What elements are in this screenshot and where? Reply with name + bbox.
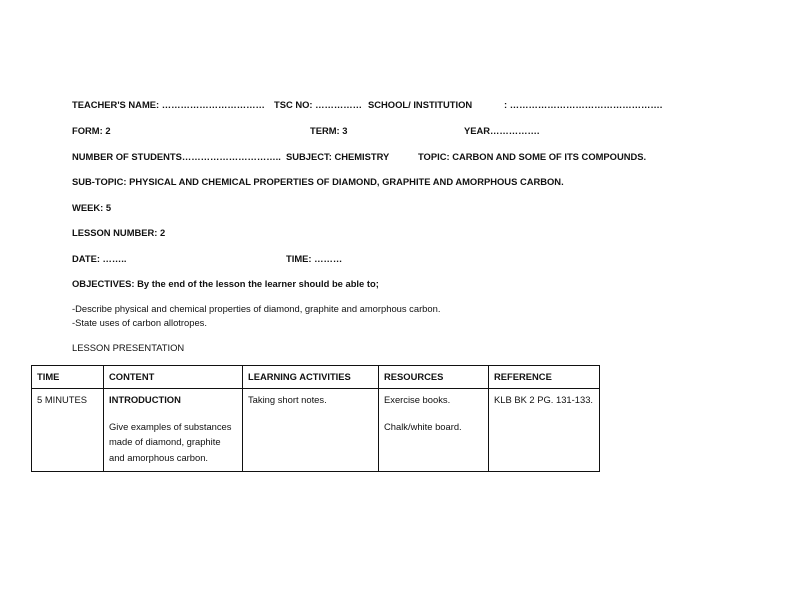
column-header-time: TIME <box>32 366 104 389</box>
table-header-row <box>32 366 600 389</box>
lesson-presentation-table <box>31 365 600 472</box>
objective-item: -State uses of carbon allotropes. <box>72 317 207 328</box>
tsc-no-field: TSC NO: …………… <box>274 99 363 110</box>
year-field: YEAR……………. <box>464 125 540 136</box>
topic-field: TOPIC: CARBON AND SOME OF ITS COMPOUNDS. <box>418 151 647 162</box>
objective-item: -Describe physical and chemical properties of diamond, graphite and amorphous carbon. <box>72 303 441 314</box>
column-header-resources: RESOURCES <box>379 366 489 389</box>
cell-content <box>104 389 243 472</box>
number-of-students-field: NUMBER OF STUDENTS………………………….. <box>72 151 281 162</box>
cell-reference: KLB BK 2 PG. 131-133. <box>489 389 600 472</box>
content-text: Give examples of substances made of diamond, graphite and amorphous carbon. <box>109 420 232 463</box>
date-field: DATE: …….. <box>72 253 127 264</box>
school-value: : …………………………………………. <box>504 99 663 110</box>
resource-item: Chalk/white board. <box>384 420 462 432</box>
cell-learning-activities: Taking short notes. <box>243 389 379 472</box>
column-header-reference: REFERENCE <box>489 366 600 389</box>
table-row <box>32 389 600 472</box>
week-field: WEEK: 5 <box>72 202 112 213</box>
cell-time: 5 MINUTES <box>32 389 104 472</box>
objectives-heading <box>72 278 379 289</box>
cell-resources <box>379 389 489 472</box>
objectives-intro: : By the end of the lesson the learner should be able to; <box>131 278 379 289</box>
subject-field: SUBJECT: CHEMISTRY <box>286 151 390 162</box>
form-field: FORM: 2 <box>72 125 111 136</box>
column-header-content: CONTENT <box>104 366 243 389</box>
objectives-label: OBJECTIVES <box>72 278 132 289</box>
time-field: TIME: ……… <box>286 253 343 264</box>
sub-topic-field: SUB-TOPIC: PHYSICAL AND CHEMICAL PROPERTIES OF DIAMOND, GRAPHITE AND AMORPHOUS CARBON. <box>72 176 564 187</box>
school-label: SCHOOL/ INSTITUTION <box>368 99 473 110</box>
column-header-learning-activities: LEARNING ACTIVITIES <box>243 366 379 389</box>
term-field: TERM: 3 <box>310 125 348 136</box>
teacher-name-field: TEACHER'S NAME: …………………………… <box>72 99 265 110</box>
lesson-presentation-label: LESSON PRESENTATION <box>72 342 185 353</box>
content-heading: INTRODUCTION <box>109 394 181 405</box>
resource-item: Exercise books. <box>384 394 451 405</box>
lesson-number-field: LESSON NUMBER: 2 <box>72 227 166 238</box>
